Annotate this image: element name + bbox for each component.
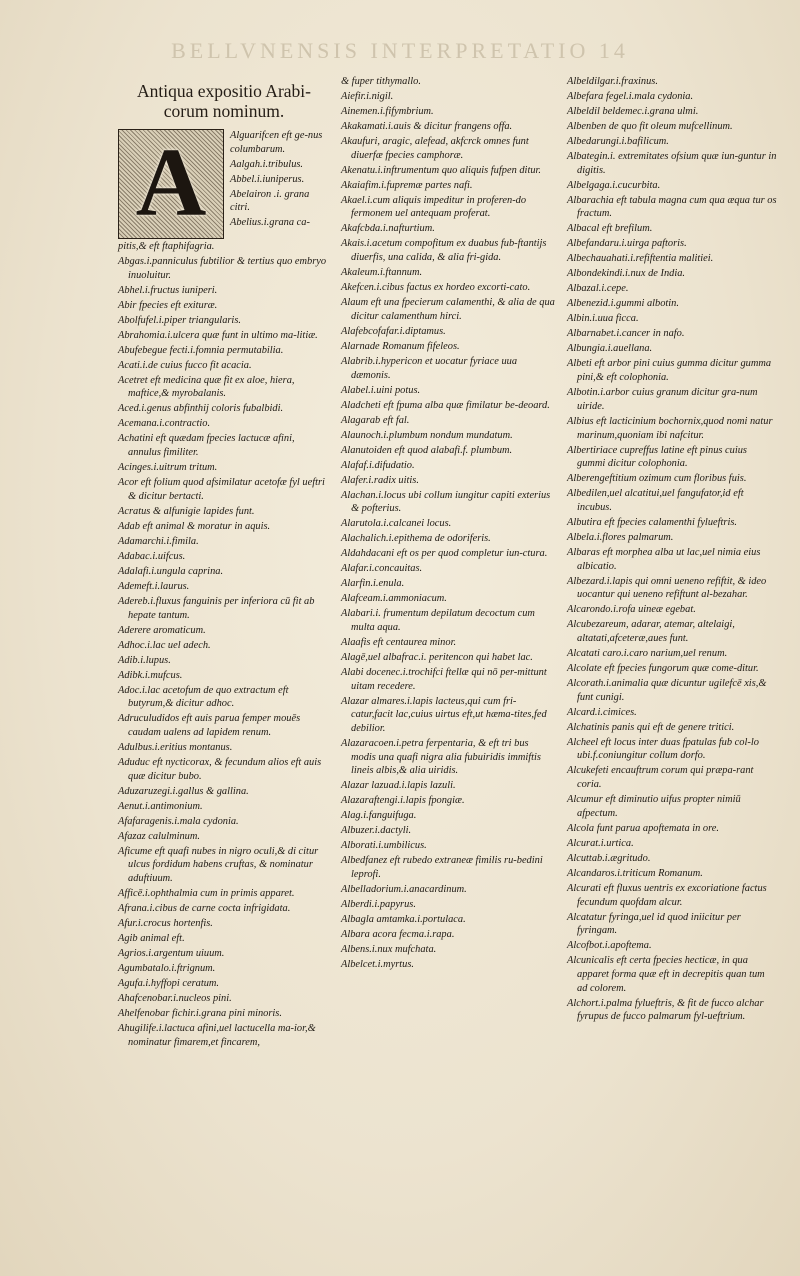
- glossary-entry: Adabac.i.uifcus.: [118, 550, 186, 562]
- glossary-entry: Albagla amtamka.i.portulaca.: [341, 914, 466, 926]
- glossary-entry: Albela.i.flores palmarum.: [567, 531, 674, 543]
- glossary-entry: Aced.i.genus abfinthij coloris fubalbidi.: [118, 403, 284, 415]
- glossary-entry: Abelairon .i. grana citri.: [230, 188, 310, 214]
- glossary-entry: Adoc.i.lac acetofum de quo extractum eft butyrum,& dicitur adhoc.: [118, 684, 289, 710]
- glossary-entry: Alcheel eft locus inter duas fpatulas fub col-lo ubi.f.coniungitur collum dorfo.: [567, 736, 759, 762]
- glossary-entry: Adibk.i.mufcus.: [118, 669, 183, 681]
- glossary-entry: Achatini eft quædam fpecies lactucæ afini, annulus fimiliter.: [118, 433, 295, 459]
- glossary-entry: Aladcheti eft fpuma alba quæ fimilatur be-deoard.: [341, 399, 550, 411]
- glossary-entry: Alchatinis panis qui eft de genere tritici.: [567, 721, 735, 733]
- glossary-entry: Aiefir.i.nigil.: [341, 91, 394, 102]
- glossary-entry: Albara acora fecma.i.rapa.: [341, 929, 455, 941]
- glossary-entry: Abrahomia.i.ulcera quæ funt in ultimo ma-litiæ.: [118, 329, 318, 341]
- glossary-entry: Abufebegue fecti.i.fomnia permutabilia.: [118, 344, 284, 356]
- glossary-entry: Alcofbot.i.apoftema.: [567, 940, 652, 952]
- glossary-entry: Albius eft lacticinium bochornix,quod nomi natur marinum,quoniam ibi nafcitur.: [567, 415, 773, 441]
- glossary-entry: Alazaraftengi.i.lapis fpongiæ.: [341, 795, 465, 807]
- glossary-entry: Albechauahati.i.refiftentia malitiei.: [567, 253, 714, 265]
- glossary-entry: Alagē,uel albafrac.i. peritencon qui habet lac.: [341, 651, 533, 663]
- glossary-entry: Albin.i.uua ficca.: [567, 313, 639, 325]
- glossary-entry: Albacal eft brefilum.: [567, 223, 653, 235]
- glossary-entry: Acati.i.de cuius fucco fit acacia.: [118, 359, 252, 371]
- glossary-entry: Albategin.i. extremitates ofsium quæ iun-guntur in digitis.: [567, 151, 777, 176]
- glossary-entry: Alaafis eft centaurea minor.: [341, 636, 457, 648]
- glossary-entry: Alcunicalis eft certa fpecies hecticæ, in qua apparet forma quæ eft in decrepitis quan tum ad colorem.: [567, 955, 765, 994]
- glossary-entry: Adhoc.i.lac uel adech.: [118, 639, 211, 651]
- glossary-entry: Alanutoiden eft quod alabafi.f. plumbum.: [341, 444, 513, 456]
- glossary-entry: Alabel.i.uini potus.: [341, 384, 421, 396]
- glossary-entry: Alaunoch.i.plumbum nondum mundatum.: [341, 429, 513, 441]
- glossary-entry: Alcubezareum, adarar, atemar, altelaigi, altatati,afceteræ,aues funt.: [567, 619, 735, 645]
- glossary-entry: Albenezid.i.gummi albotin.: [567, 298, 679, 310]
- glossary-entry: Ahafcenobar.i.nucleos pini.: [118, 993, 232, 1005]
- entry-list: [567, 75, 777, 1024]
- glossary-entry: Albens.i.nux mufchata.: [341, 944, 437, 956]
- glossary-entry: Ainemen.i.fifymbrium.: [341, 106, 434, 117]
- glossary-entry: Akael.i.cum aliquis impeditur in proferen-do fermonem uel antequam proferat.: [341, 194, 527, 220]
- glossary-entry: Adab eft animal & moratur in aquis.: [118, 520, 271, 532]
- glossary-entry: Akaleum.i.ftannum.: [341, 267, 423, 279]
- title-line-2: corum nominum.: [163, 101, 285, 121]
- glossary-entry: Abbel.i.iuniperus.: [230, 173, 305, 185]
- decorated-initial: [118, 129, 224, 239]
- glossary-entry: Aficume eft quafi nubes in nigro oculi,& di citur ulcus fordidum habens cruftas, & nominatur aduftiuum.: [118, 845, 319, 885]
- glossary-entry: Alabrib.i.hypericon et uocatur fyriace uua dæmonis.: [341, 355, 518, 381]
- glossary-entry: Aalgah.i.tribulus.: [230, 158, 304, 170]
- glossary-entry: Alag.i.fanguifuga.: [341, 810, 417, 822]
- glossary-entry: Alcukefeti encauftrum corum qui præpa-rant coria.: [567, 765, 754, 791]
- glossary-entry: Alcandaros.i.triticum Romanum.: [567, 867, 703, 879]
- glossary-entry: Albarnabet.i.cancer in nafo.: [567, 328, 685, 340]
- glossary-entry: pitis,& eft ftaphifagria.: [118, 241, 215, 252]
- glossary-entry: Agufa.i.hyffopi ceratum.: [118, 978, 220, 990]
- glossary-entry: Alabari.i. frumentum depilatum decoctum cum multa aqua.: [341, 608, 535, 633]
- glossary-entry: Adereb.i.fluxus fanguinis per inferiora cū fit ab hepate tantum.: [118, 595, 315, 621]
- glossary-entry: Akefcen.i.cibus factus ex hordeo excorti-cato.: [341, 282, 531, 294]
- drop-initial-block: [118, 129, 330, 239]
- column-1: [118, 75, 330, 1051]
- glossary-entry: Ahugilife.i.lactuca afini,uel lactucella ma-ior,& nominatur fimarem,et fincarem,: [118, 1023, 316, 1048]
- glossary-entry: Alarnade Romanum fifeleos.: [341, 340, 460, 352]
- glossary-entry: Alchort.i.palma fylueftris, & fit de fucco alchar fyrupus de fucco palmarum fyl-ueftrium.: [567, 997, 764, 1023]
- glossary-entry: Albertiriace cupreffus latine eft pinus cuius gummi dicitur colophonia.: [567, 444, 747, 470]
- glossary-entry: Alcola funt parua apoftemata in ore.: [567, 822, 719, 834]
- glossary-entry: Afrana.i.cibus de carne cocta infrigidata.: [118, 903, 291, 915]
- glossary-entry: Alcumur eft diminutio uifus propter nimiū afpectum.: [567, 794, 741, 819]
- glossary-entry: Abhel.i.fructus iuniperi.: [118, 284, 218, 296]
- glossary-entry: Alaum eft una fpecierum calamenthi, & alia de qua dicitur calamenthum hirci.: [341, 297, 555, 322]
- glossary-entry: Alberdi.i.papyrus.: [341, 899, 416, 911]
- glossary-entry: Adib.i.lupus.: [118, 654, 171, 666]
- glossary-entry: Albezard.i.lapis qui omni ueneno refiftit, & ideo uocantur qui ueneno refiftunt al-bezahar.: [567, 575, 767, 601]
- glossary-entry: Ademeft.i.laurus.: [118, 580, 190, 592]
- glossary-entry: Alafer.i.radix uitis.: [341, 474, 419, 486]
- glossary-entry: Acinges.i.uitrum tritum.: [118, 462, 218, 474]
- glossary-entry: Albefandaru.i.uirga paftoris.: [567, 238, 687, 250]
- glossary-entry: Alcatati caro.i.caro narium,uel renum.: [567, 648, 728, 660]
- glossary-entry: Acetret eft medicina quæ fit ex aloe, hiera, maftice,& myrobalanis.: [118, 374, 295, 400]
- glossary-entry: Alagarab eft fal.: [341, 414, 410, 426]
- glossary-entry: Albuzer.i.dactyli.: [341, 825, 412, 837]
- glossary-entry: Afur.i.crocus hortenfis.: [118, 918, 213, 930]
- glossary-entry: Albelcet.i.myrtus.: [341, 959, 415, 971]
- glossary-entry: Albungia.i.auellana.: [567, 343, 653, 355]
- glossary-entry: Agib animal eft.: [118, 933, 185, 945]
- glossary-entry: Alazar lazuad.i.lapis lazuli.: [341, 780, 456, 792]
- glossary-entry: Albelgaga.i.cucurbita.: [567, 179, 661, 191]
- glossary-entry: Alcuttab.i.ægritudo.: [567, 852, 651, 864]
- glossary-entry: Albedarungi.i.bafilicum.: [567, 136, 669, 147]
- glossary-entry: Albeldil beldemec.i.grana ulmi.: [567, 106, 699, 117]
- glossary-entry: Albeldilgar.i.fraxinus.: [567, 76, 658, 87]
- glossary-entry: Alborati.i.umbilicus.: [341, 840, 427, 852]
- glossary-entry: Alcurat.i.urtica.: [567, 837, 634, 849]
- glossary-entry: Albondekindi.i.nux de India.: [567, 268, 686, 280]
- glossary-entry: Alachalich.i.epithema de odoriferis.: [341, 533, 491, 545]
- glossary-entry: Alberengeftitium ozimum cum floribus fuis.: [567, 473, 747, 485]
- glossary-entry: Alcolate eft fpecies fungorum quæ come-ditur.: [567, 663, 759, 675]
- glossary-entry: Aldahdacani eft os per quod completur iun-ctura.: [341, 548, 548, 560]
- glossary-entry: Agumbatalo.i.ftrignum.: [118, 963, 216, 975]
- page-title: [118, 81, 330, 121]
- running-header: BELLVNENSIS INTERPRETATIO 14: [171, 38, 629, 63]
- glossary-entry: Akaufuri, aragic, alefead, akfcrck omnes funt diuerfæ fpecies camphoræ.: [341, 136, 529, 161]
- glossary-entry: Afficē.i.ophthalmia cum in primis apparet.: [118, 888, 295, 900]
- glossary-entry: Akenatu.i.inftrumentum quo aliquis fufpen ditur.: [341, 164, 542, 176]
- glossary-entry: Agrios.i.argentum uiuum.: [118, 948, 225, 960]
- glossary-entry: Adulbus.i.eritius montanus.: [118, 741, 233, 753]
- glossary-entry: Alachan.i.locus ubi collum iungitur capiti exterius & pofterius.: [341, 489, 551, 515]
- glossary-entry: Alazaracoen.i.petra ferpentaria, & eft tri bus modis una quafi nigra alia fubuiridis immiftis lineis albis,& alia uiridis.: [341, 738, 541, 777]
- glossary-entry: Albefara fegel.i.mala cydonia.: [567, 91, 694, 102]
- glossary-entry: Albarachia eft tabula magna cum qua æqua tur os fractum.: [567, 194, 777, 220]
- glossary-entry: Alcurati eft fluxus uentris ex excoriatione factus fecundum quofdam alcur.: [567, 882, 767, 908]
- glossary-entry: Albeti eft arbor pini cuius gumma dicitur gumma pini,& eft colophonia.: [567, 358, 772, 384]
- glossary-entry: Adamarchi.i.fimila.: [118, 535, 199, 547]
- glossary-entry: Albedilen,uel alcatitui,uel fangufator,id eft incubus.: [567, 488, 744, 513]
- glossary-entry: Albaras eft morphea alba ut lac,uel nimia eius albicatio.: [567, 546, 761, 572]
- column-2: [341, 75, 555, 973]
- glossary-entry: Alarutola.i.calcanei locus.: [341, 518, 452, 530]
- glossary-entry: Akais.i.acetum compofitum ex duabus fub-ftantijs diuerfis, una calida, & alia fri-gida.: [341, 238, 547, 264]
- glossary-entry: Alazar almares.i.lapis lacteus,qui cum fri-catur,facit lac,cuius uirtus eft,ut hæma-tites,fed debilior.: [341, 695, 547, 735]
- glossary-entry: Aduduc eft nycticorax, & fecundum alios eft auis quæ dicitur bubo.: [118, 756, 322, 782]
- column-3: [567, 75, 777, 1025]
- glossary-entry: Albenben de quo fit oleum mufcellinum.: [567, 121, 733, 132]
- glossary-entry: Albelladorium.i.anacardinum.: [341, 884, 467, 896]
- entry-list: [341, 75, 555, 972]
- glossary-entry: Ahelfenobar fichir.i.grana pini minoris.: [118, 1008, 282, 1020]
- glossary-entry: Alafebcofafar.i.diptamus.: [341, 325, 446, 337]
- glossary-entry: Abir fpecies eft exituræ.: [118, 299, 218, 311]
- glossary-entry: Albazal.i.cepe.: [567, 283, 629, 295]
- initial-letter: A: [135, 129, 207, 238]
- glossary-entry: Akaiafim.i.fupremæ partes nafi.: [341, 179, 473, 191]
- glossary-entry: Acemana.i.contractio.: [118, 418, 211, 430]
- glossary-entry: Abelius.i.grana ca-: [230, 217, 310, 229]
- glossary-entry: Adruculudidos eft auis parua femper mouēs caudam ualens ad lapidem renum.: [118, 713, 301, 738]
- glossary-entry: Afafaragenis.i.mala cydonia.: [118, 815, 239, 827]
- glossary-entry: Afazaz calulminum.: [118, 830, 200, 842]
- glossary-entry: Aderere aromaticum.: [118, 624, 206, 636]
- glossary-entry: Abolfufel.i.piper triangularis.: [118, 314, 241, 326]
- glossary-entry: Alabi docenec.i.trochifci ftellæ qui nō per-mittunt uitam recedere.: [341, 666, 547, 692]
- glossary-entry: Albotin.i.arbor cuius granum dicitur gra-num uiride.: [567, 387, 758, 412]
- glossary-entry: Alafaf.i.difudatio.: [341, 459, 415, 471]
- entry-list: [118, 240, 330, 1049]
- glossary-entry: Aenut.i.antimonium.: [118, 800, 203, 812]
- glossary-entry: Alguarifcen eft ge-nus columbarum.: [230, 130, 323, 155]
- glossary-entry: Akakamati.i.auis & dicitur frangens offa.: [341, 121, 513, 132]
- glossary-entry: Alcorath.i.animalia quæ dicuntur ugilefcē xis,& funt cunigi.: [567, 678, 767, 703]
- drop-entry-list: [230, 129, 330, 239]
- title-line-1: Antiqua expositio Arabi-: [136, 81, 311, 101]
- glossary-entry: Alafar.i.concauitas.: [341, 563, 423, 575]
- glossary-entry: Alcatatur fyringa,uel id quod iniicitur per fyringam.: [567, 911, 741, 937]
- glossary-entry: Acratus & alfunigie lapides funt.: [118, 505, 255, 517]
- glossary-entry: Alafceam.i.ammoniacum.: [341, 593, 447, 605]
- glossary-entry: Alcarondo.i.rofa uineæ egebat.: [567, 604, 696, 616]
- glossary-entry: Akafcbda.i.nafturtium.: [341, 223, 435, 235]
- glossary-entry: Aduzaruzegi.i.gallus & gallina.: [118, 785, 249, 797]
- glossary-entry: Adalafi.i.ungula caprina.: [118, 565, 224, 577]
- glossary-entry: Albutira eft fpecies calamenthi fylueftris.: [567, 516, 737, 528]
- glossary-entry: Abgas.i.panniculus fubtilior & tertius quo embryo inuoluitur.: [118, 256, 327, 281]
- glossary-entry: & fuper tithymallo.: [341, 76, 421, 87]
- glossary-entry: Albedfanez eft rubedo extraneæ fimilis ru-bedini leprofi.: [341, 855, 543, 881]
- glossary-entry: Acor eft folium quod afsimilatur acetofæ fyl ueftri & dicitur bertacti.: [118, 477, 325, 502]
- glossary-entry: Alarfin.i.enula.: [341, 578, 405, 590]
- glossary-entry: Alcard.i.cimices.: [567, 706, 637, 718]
